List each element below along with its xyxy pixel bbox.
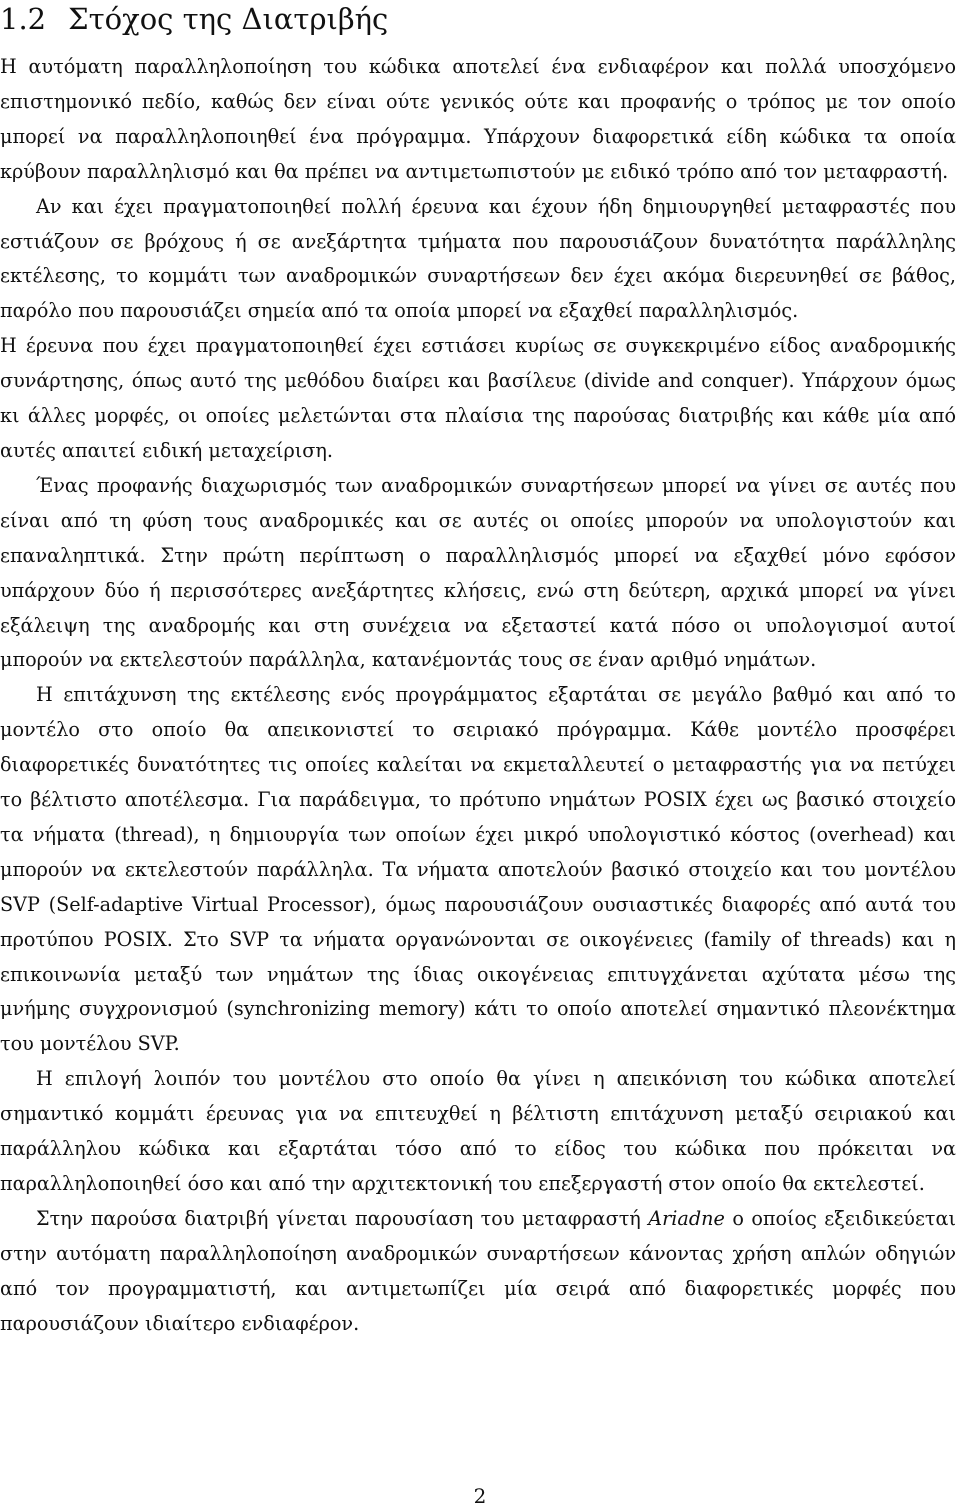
paragraph-6: Η επιλογή λοιπόν του μοντέλου στο οποίο θα γίνει η απεικόνιση του κώδικα αποτελεί σημαντικό κομμάτι έρευνας για να επιτευχθεί η βέλτιστη επιτάχυνση μεταξύ σειριακού και παράλληλου κώδικα και εξαρτάται τόσο από το είδος του κώδικα που πρόκειται να παραλληλοποιηθεί όσο και από την αρχιτεκτονική του επεξεργαστή στον οποίο θα εκτελεστεί. — [0, 1067, 956, 1195]
compiler-name: Ariadne — [648, 1206, 725, 1230]
section-heading — [0, 0, 388, 38]
paragraph-7 — [0, 1202, 956, 1342]
paragraph-7-end: ο οποίος εξειδικεύεται στην αυτόματη παραλληλοποίηση αναδρομικών συναρτήσεων κάνοντας χρήση απλών οδηγιών από τον προγραμματιστή, και αντιμετωπίζει μία σειρά από διαφορετικές μορφές που παρουσιάζουν ιδιαίτερο ενδιαφέρον. — [0, 1206, 956, 1335]
paragraph-2: Αν και έχει πραγματοποιηθεί πολλή έρευνα και έχουν ήδη δημιουργηθεί μεταφραστές που εστιάζουν σε βρόχους ή σε ανεξάρτητα τμήματα που παρουσιάζουν δυνατότητα παράλληλης εκτέλεσης, το κομμάτι των αναδρομικών συναρτήσεων δεν έχει ακόμα διερευνηθεί σε βάθος, παρόλο που παρουσιάζει σημεία από τα οποία μπορεί να εξαχθεί παραλληλισμός. — [0, 194, 956, 323]
paragraph-4: Ένας προφανής διαχωρισμός των αναδρομικών συναρτήσεων μπορεί να γίνει σε αυτές που είναι από τη φύση τους αναδρομικές και σε αυτές οι οποίες μπορούν να υπολογιστούν και επαναληπτικά. Στην πρώτη περίπτωση ο παραλληλισμός μπορεί να εξαχθεί μόνο εφόσον υπάρχουν δύο ή περισσότερες ανεξάρτητες κλήσεις, ενώ στη δεύτερη, αρχικά μπορεί να γίνει εξάλειψη της αναδρομής και στη συνέχεια να εξεταστεί κατά πόσο οι υπολογισμοί αυτοί μπορούν να εκτελεστούν παράλληλα, κατανέμοντάς τους σε έναν αριθμό νημάτων. — [0, 473, 956, 672]
paragraph-1: Η αυτόματη παραλληλοποίηση του κώδικα αποτελεί ένα ενδιαφέρον και πολλά υποσχόμενο επιστημονικό πεδίο, καθώς δεν είναι ούτε γενικός ούτε και προφανής ο τρόπος με τον οποίο μπορεί να παραλληλοποιηθεί ένα πρόγραμμα. Υπάρχουν διαφορετικά είδη κώδικα τα οποία κρύβουν παραλληλισμό και θα πρέπει να αντιμετωπιστούν με ειδικό τρόπο από τον μεταφραστή. — [0, 55, 956, 183]
section-number: 1.2 — [0, 2, 47, 36]
section-title: Στόχος της Διατριβής — [68, 2, 389, 36]
paragraph-3: Η έρευνα που έχει πραγματοποιηθεί έχει εστιάσει κυρίως σε συγκεκριμένο είδος αναδρομικής συνάρτησης, όπως αυτό της μεθόδου διαίρει και βασίλευε (divide and conquer). Υπάρχουν όμως κι άλλες μορφές, οι οποίες μελετώνται στα πλαίσια της παρούσας διατριβής και κάθε μία από αυτές απαιτεί ειδική μεταχείριση. — [0, 334, 956, 462]
paragraph-7-start: Στην παρούσα διατριβή γίνεται παρουσίαση του μεταφραστή — [36, 1206, 649, 1230]
page-number: 2 — [473, 1484, 487, 1508]
body-text — [0, 50, 956, 1342]
paragraph-5: Η επιτάχυνση της εκτέλεσης ενός προγράμματος εξαρτάται σε μεγάλο βαθμό και από το μοντέλο στο οποίο θα απεικονιστεί το σειριακό πρόγραμμα. Κάθε μοντέλο προσφέρει διαφορετικές δυνατότητες τις οποίες καλείται να εκμεταλλευτεί ο μεταφραστής για να πετύχει το βέλτιστο αποτέλεσμα. Για παράδειγμα, το πρότυπο νημάτων POSIX έχει ως βασικό στοιχείο τα νήματα (thread), η δημιουργία των οποίων έχει μικρό υπολογιστικό κόστος (overhead) και μπορούν να εκτελεστούν παράλληλα. Τα νήματα αποτελούν βασικό στοιχείο και του μοντέλου SVP (Self-adaptive Virtual Processor), όμως παρουσιάζουν ουσιαστικές διαφορές από αυτά του προτύπου POSIX. Στο SVP τα νήματα οργανώνονται σε οικογένειες (family of threads) και η επικοινωνία μεταξύ των νημάτων της ίδιας οικογένειας επιτυγχάνεται αχύτατα μέσω της μνήμης συγχρονισμού (synchronizing memory) κάτι το οποίο αποτελεί σημαντικό πλεονέκτημα του μοντέλου SVP. — [0, 683, 956, 1056]
